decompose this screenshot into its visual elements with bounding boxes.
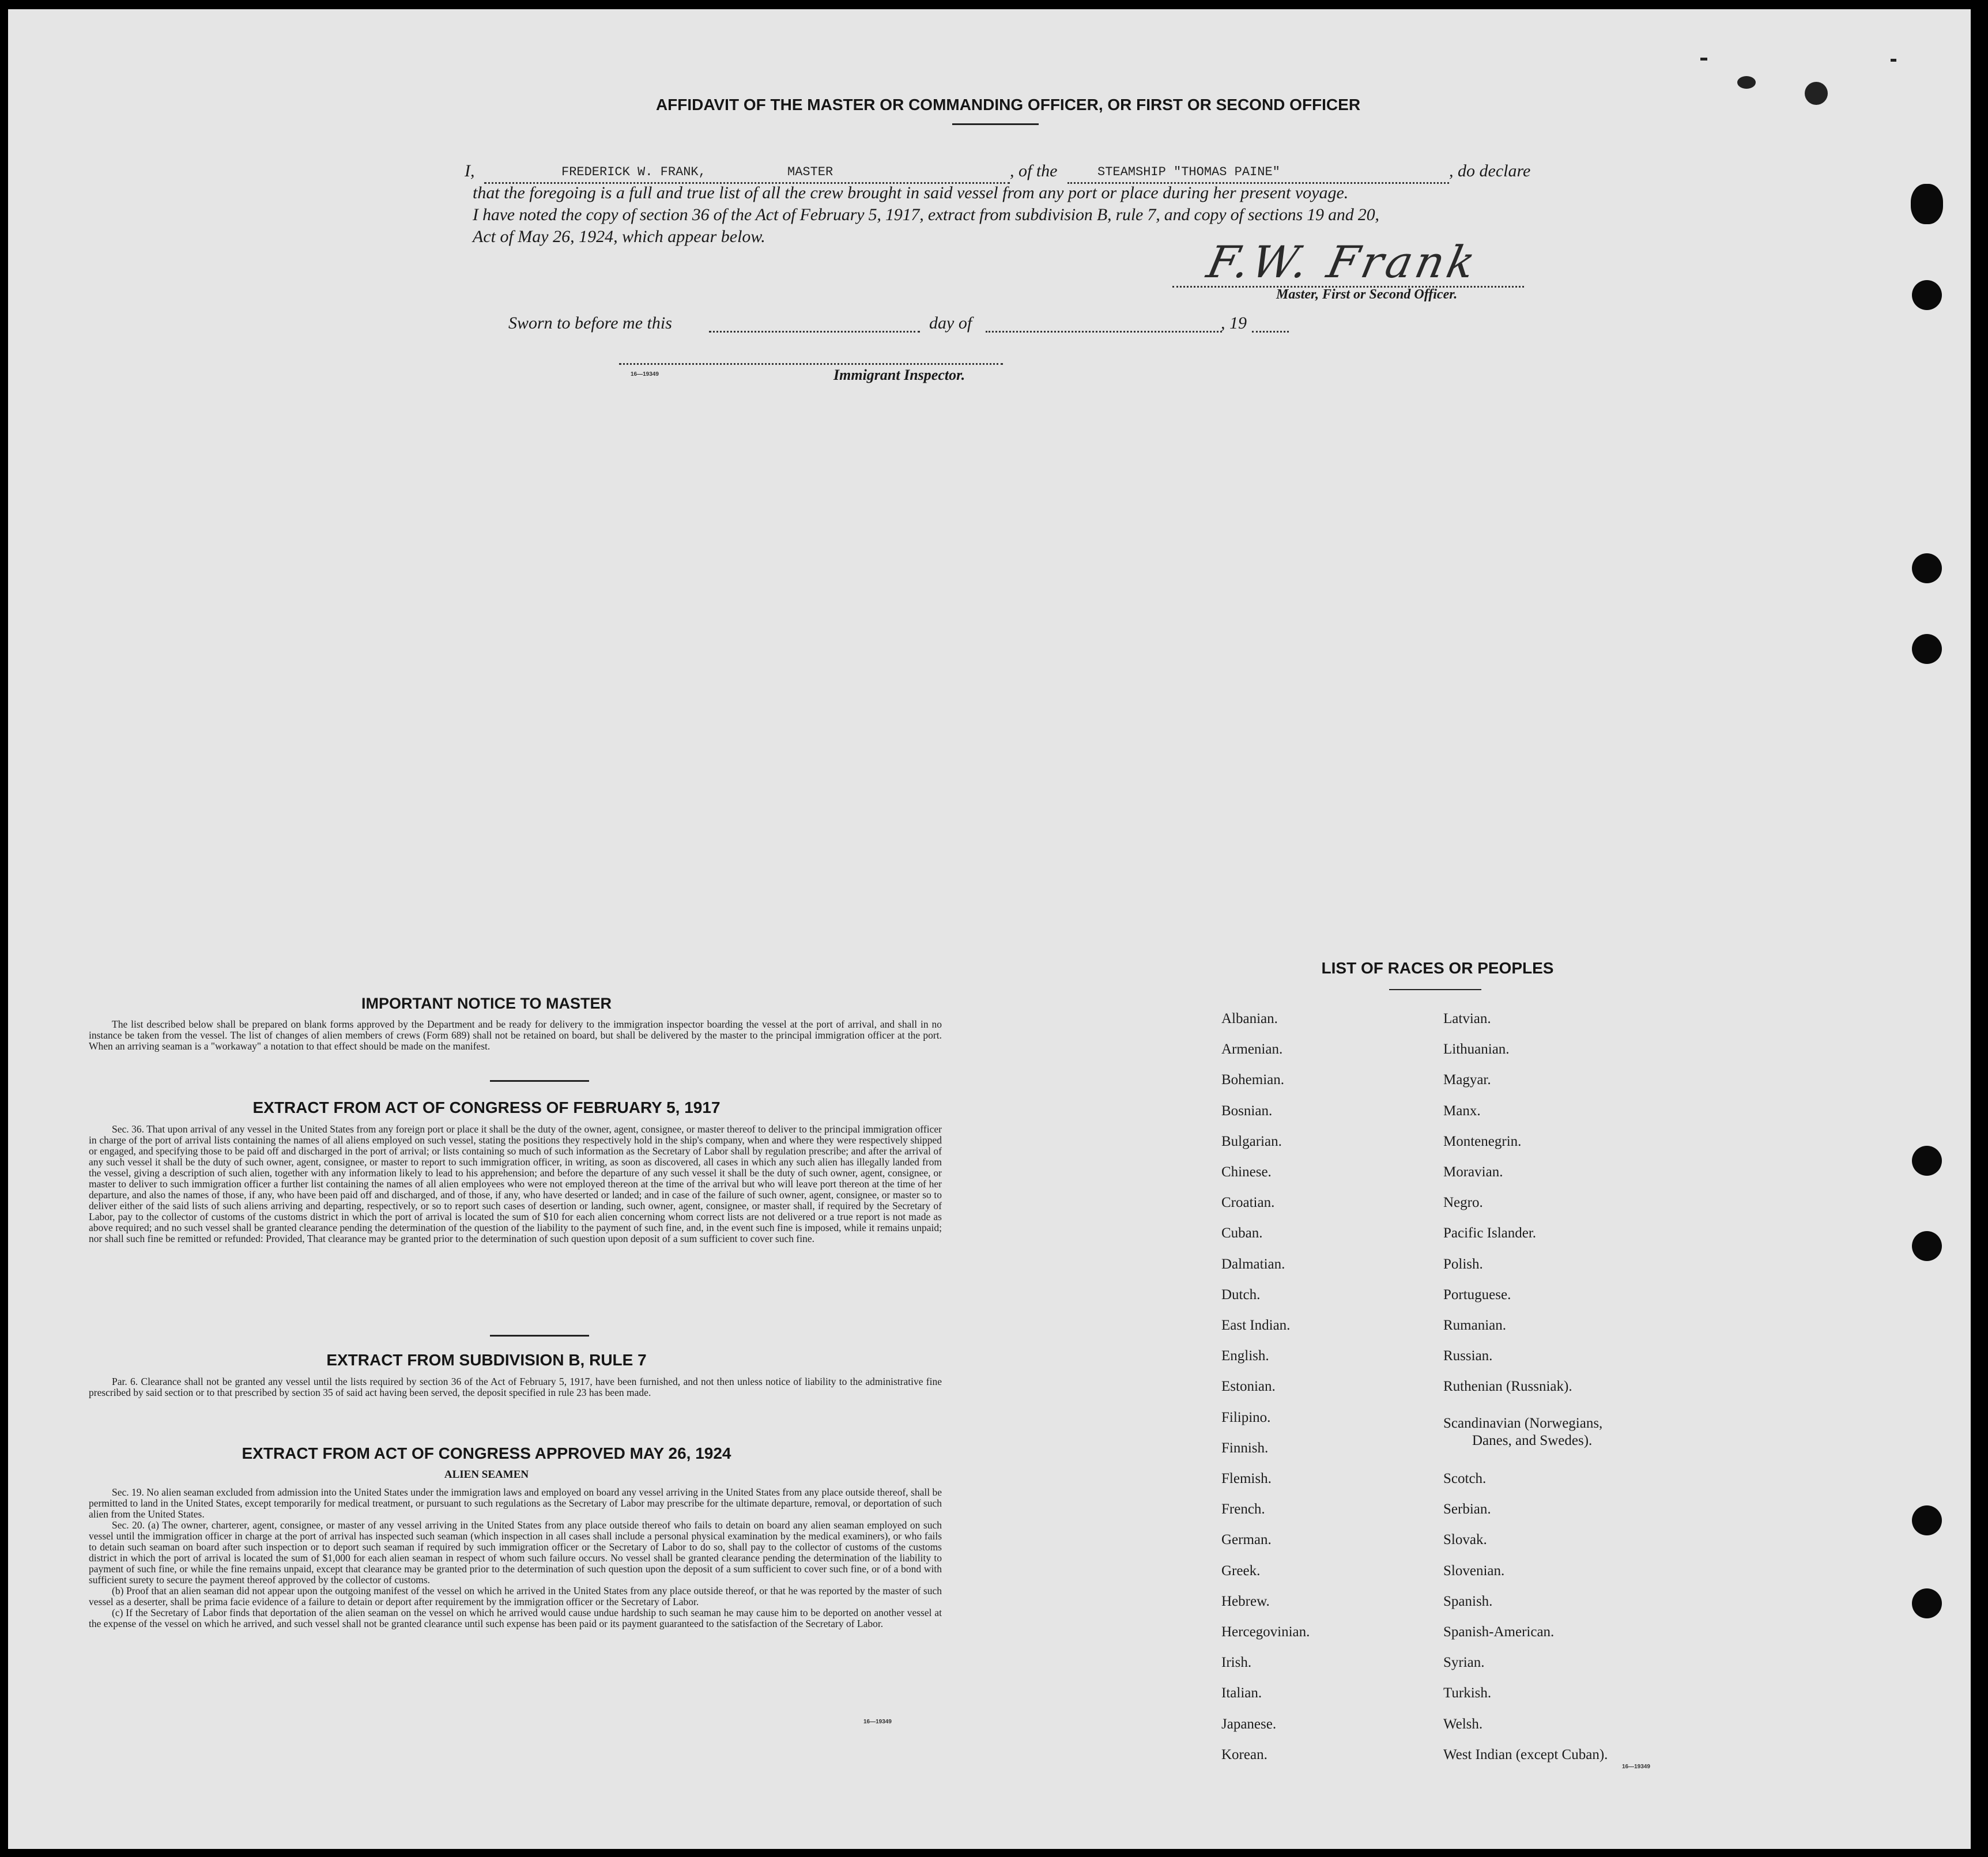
of-the-label: , of the	[1010, 161, 1058, 180]
race-item: Bosnian.	[1221, 1103, 1273, 1119]
race-item: English.	[1221, 1348, 1269, 1364]
inspector-signature-line[interactable]	[619, 363, 1003, 365]
day-of-label: day of	[929, 314, 972, 333]
race-item: Croatian.	[1221, 1195, 1275, 1210]
race-item: Slovak.	[1443, 1532, 1487, 1548]
race-item: Greek.	[1221, 1563, 1261, 1579]
sworn-label: Sworn to before me this	[508, 314, 672, 333]
year-label: , 19	[1221, 314, 1247, 333]
race-item: Irish.	[1221, 1655, 1252, 1670]
race-item: Moravian.	[1443, 1164, 1503, 1180]
affidavit-title: AFFIDAVIT OF THE MASTER OR COMMANDING OFFICER, OR FIRST OR SECOND OFFICER	[655, 96, 1361, 114]
sworn-year-field[interactable]	[1252, 331, 1289, 333]
form-number: 16—19349	[863, 1719, 892, 1725]
race-item: Russian.	[1443, 1348, 1493, 1364]
race-item: Turkish.	[1443, 1685, 1492, 1701]
race-item: Dutch.	[1221, 1287, 1261, 1303]
paragraph-6: Par. 6. Clearance shall not be granted any vessel until the lists required by section 36 of the Act of February 5, 1917, have been furnished, and not then unless notice of liability to the administrative fine prescribed by said section or to that prescribed by section 35 of said act having been served, the deposit specified in rule 23 has been made.	[89, 1376, 942, 1398]
race-item: Danes, and Swedes).	[1472, 1433, 1593, 1448]
binder-hole	[1912, 1505, 1942, 1535]
binder-hole	[1912, 1146, 1942, 1176]
notice-title: IMPORTANT NOTICE TO MASTER	[361, 995, 612, 1012]
race-item: Spanish.	[1443, 1594, 1493, 1609]
notice-paragraph: The list described below shall be prepared on blank forms approved by the Department and be ready for delivery to the immigration inspector boarding the vessel at the port of arrival, and shall in no instance be taken from the vessel. The list of changes of alien members of crews (Form 689) shall not be retained on board, but shall be delivered by the master to the principal immigration officer at the port. When an arriving seaman is a "workaway" a notation to that effect should be made on the manifest.	[89, 1018, 942, 1052]
vessel-name-field[interactable]: STEAMSHIP "THOMAS PAINE"	[1097, 165, 1280, 179]
notice-body	[89, 1019, 942, 1052]
extract-1924-title: EXTRACT FROM ACT OF CONGRESS APPROVED MAY 26, 1924	[242, 1444, 731, 1462]
section-20a-paragraph: Sec. 20. (a) The owner, charterer, agent, consignee, or master of any vessel arriving in the United States from any place outside thereof who fails to detain on board any alien seaman employed on such vessel until the immigration officer in charge at the port of arrival has inspected such seaman (which inspection in all cases shall include a personal physical examination by the medical examiners), or who fails to detain such seaman on board after such inspection or to deport such seaman if required by such immigration officer or the Secretary of Labor to do so, shall pay to the collector of customs of the customs district in which the port of arrival is located the sum of $1,000 for each alien seaman in respect of whom such failure occurs. No vessel shall be granted clearance pending the determination of the liability to payment of such fine, or while the fine remains unpaid, except that clearance may be granted prior to the determination of such question upon the deposit of a sum sufficient to cover such fine, or of a bond with sufficient surety to secure the payment thereof approved by the collector of customs.	[89, 1519, 942, 1586]
race-item: Montenegrin.	[1443, 1134, 1522, 1149]
affidavit-i-label: I,	[465, 161, 475, 180]
race-item: Serbian.	[1443, 1501, 1491, 1517]
sworn-day-field[interactable]	[709, 331, 920, 333]
race-item: Hebrew.	[1221, 1594, 1270, 1609]
race-item: Hercegovinian.	[1221, 1624, 1310, 1640]
binder-hole	[1911, 184, 1943, 224]
affidavit-line-4: Act of May 26, 1924, which appear below.	[473, 227, 765, 246]
section-divider	[490, 1335, 589, 1337]
binder-hole	[1912, 280, 1942, 310]
extract-1924-body	[89, 1487, 942, 1629]
affidavit-line-2: that the foregoing is a full and true list of all the crew brought in said vessel from any port or place during her present voyage.	[473, 183, 1349, 202]
ink-speck	[1737, 76, 1756, 89]
ink-speck	[1891, 59, 1896, 62]
race-item: Rumanian.	[1443, 1318, 1507, 1333]
race-item: Manx.	[1443, 1103, 1481, 1119]
race-item: Scotch.	[1443, 1471, 1487, 1486]
race-item: Bohemian.	[1221, 1072, 1285, 1088]
race-item: Flemish.	[1221, 1471, 1272, 1486]
race-item: Chinese.	[1221, 1164, 1272, 1180]
race-item: Portuguese.	[1443, 1287, 1511, 1303]
race-item: Albanian.	[1221, 1011, 1278, 1026]
race-item: French.	[1221, 1501, 1265, 1517]
race-item: Polish.	[1443, 1256, 1483, 1272]
binder-hole	[1912, 1588, 1942, 1618]
race-item: West Indian (except Cuban).	[1443, 1747, 1608, 1762]
ink-speck	[1700, 58, 1707, 61]
binder-hole	[1912, 553, 1942, 583]
race-item: Cuban.	[1221, 1225, 1263, 1241]
race-item: German.	[1221, 1532, 1272, 1548]
race-item: Armenian.	[1221, 1041, 1283, 1057]
affidavit-line-3: I have noted the copy of section 36 of the Act of February 5, 1917, extract from subdivision B, rule 7, and copy of sections 19 and 20,	[473, 205, 1379, 224]
extract-1917-title: EXTRACT FROM ACT OF CONGRESS OF FEBRUARY 5, 1917	[252, 1099, 720, 1116]
race-item: Dalmatian.	[1221, 1256, 1285, 1272]
ink-speck	[1805, 82, 1828, 105]
race-item: Magyar.	[1443, 1072, 1491, 1088]
do-declare-label: , do declare	[1449, 161, 1531, 180]
inspector-caption: Immigrant Inspector.	[833, 367, 965, 383]
signature-caption: Master, First or Second Officer.	[1276, 287, 1458, 302]
race-item: Pacific Islander.	[1443, 1225, 1537, 1241]
section-divider	[490, 1080, 589, 1082]
binder-hole	[1912, 634, 1942, 664]
race-item: Scandinavian (Norwegians,	[1443, 1416, 1603, 1431]
master-rank-field[interactable]: MASTER	[787, 165, 833, 179]
race-item: Negro.	[1443, 1195, 1483, 1210]
races-title: LIST OF RACES OR PEOPLES	[1321, 959, 1554, 977]
race-item: Lithuanian.	[1443, 1041, 1510, 1057]
race-item: Syrian.	[1443, 1655, 1485, 1670]
extract-1917-body	[89, 1124, 942, 1244]
race-item: Finnish.	[1221, 1440, 1269, 1456]
race-item: East Indian.	[1221, 1318, 1291, 1333]
race-item: Filipino.	[1221, 1410, 1271, 1425]
race-item: Italian.	[1221, 1685, 1262, 1701]
form-number: 16—19349	[1622, 1764, 1650, 1770]
section-19-paragraph: Sec. 19. No alien seaman excluded from admission into the United States under the immigration laws and employed on board any vessel arriving in the United States from any place outside thereof, shall be permitted to land in the United States, except temporarily for medical treatment, or pursuant to such regulations as the Secretary of Labor may prescribe for the ultimate departure, removal, or deportation of such alien from the United States.	[89, 1486, 942, 1520]
rule-7-title: EXTRACT FROM SUBDIVISION B, RULE 7	[326, 1351, 647, 1369]
race-item: Latvian.	[1443, 1011, 1491, 1026]
rule-7-body	[89, 1376, 942, 1398]
alien-seamen-subtitle: ALIEN SEAMEN	[444, 1469, 529, 1481]
section-20c-paragraph: (c) If the Secretary of Labor finds that deportation of the alien seaman on the vessel on which he arrived would cause undue hardship to such seaman he may cause him to be deported on another vessel at the expense of the vessel on which he arrived, and such vessel shall not be granted clearance until such expense has been paid or its payment guaranteed to the satisfaction of the Secretary of Labor.	[89, 1607, 942, 1629]
race-item: Estonian.	[1221, 1379, 1276, 1394]
master-name-field[interactable]: FREDERICK W. FRANK,	[561, 165, 706, 179]
binder-hole	[1912, 1231, 1942, 1261]
race-item: Welsh.	[1443, 1716, 1483, 1732]
document-page	[8, 9, 1971, 1849]
race-item: Spanish-American.	[1443, 1624, 1555, 1640]
race-item: Korean.	[1221, 1747, 1268, 1762]
race-item: Slovenian.	[1443, 1563, 1505, 1579]
title-divider	[952, 123, 1039, 125]
sworn-month-field[interactable]	[986, 331, 1222, 333]
race-item: Japanese.	[1221, 1716, 1277, 1732]
races-title-divider	[1389, 989, 1481, 990]
race-item: Ruthenian (Russniak).	[1443, 1379, 1572, 1394]
master-signature: F.W. Frank	[1202, 236, 1484, 288]
section-36-paragraph: Sec. 36. That upon arrival of any vessel in the United States from any foreign port or place it shall be the duty of the owner, agent, consignee, or master thereof to deliver to the principal immigration officer in charge of the port of arrival lists containing the names of all aliens employed on such vessel, stating the positions they respectively hold in the ship's company, when and where they were respectively shipped or engaged, and specifying those to be paid off and discharged in the port of arrival; or lists containing so much of such information as the Secretary of Labor shall by regulation prescribe; and after the arrival of any such vessel it shall be the duty of such owner, agent, consignee, or master to report to such immigration officer, in writing, as soon as discovered, all cases in which any such alien has illegally landed from the vessel, giving a description of such alien, together with any information likely to lead to his apprehension; and before the departure of any such vessel it shall be the duty of such owner, agent, consignee, or master to deliver to such immigration officer a further list containing the names of all alien employees who were not employed thereon at the time of the arrival but who will leave port thereon at the time of her departure, and also the names of those, if any, who have been paid off and discharged, and of those, if any, who have deserted or landed; and in case of the failure of such owner, agent, consignee, or master so to deliver either of the said lists of such aliens arriving and departing, respectively, or so to report such cases of desertion or landing, such owner, agent, consignee, or master shall, if required by the Secretary of Labor, pay to the collector of customs of the customs district in which the port of arrival is located the sum of $10 for each alien concerning whom correct lists are not delivered or a true report is not made as above required; and no such vessel shall be granted clearance pending the determination of the question of the liability to the payment of such fine, and, in the event such fine is imposed, while it remains unpaid; nor shall such fine be remitted or refunded: Provided, That clearance may be granted prior to the determination of such question upon deposit of a sum sufficient to cover such fine.	[89, 1123, 942, 1244]
race-item: Bulgarian.	[1221, 1134, 1282, 1149]
section-20b-paragraph: (b) Proof that an alien seaman did not appear upon the outgoing manifest of the vessel on which he arrived in the United States from any place outside thereof, or that he was reported by the master of such vessel as a deserter, shall be prima facie evidence of a failure to detain or deport after requirement by the immigration officer or the Secretary of Labor.	[89, 1585, 942, 1607]
form-number: 16—19349	[631, 371, 659, 378]
